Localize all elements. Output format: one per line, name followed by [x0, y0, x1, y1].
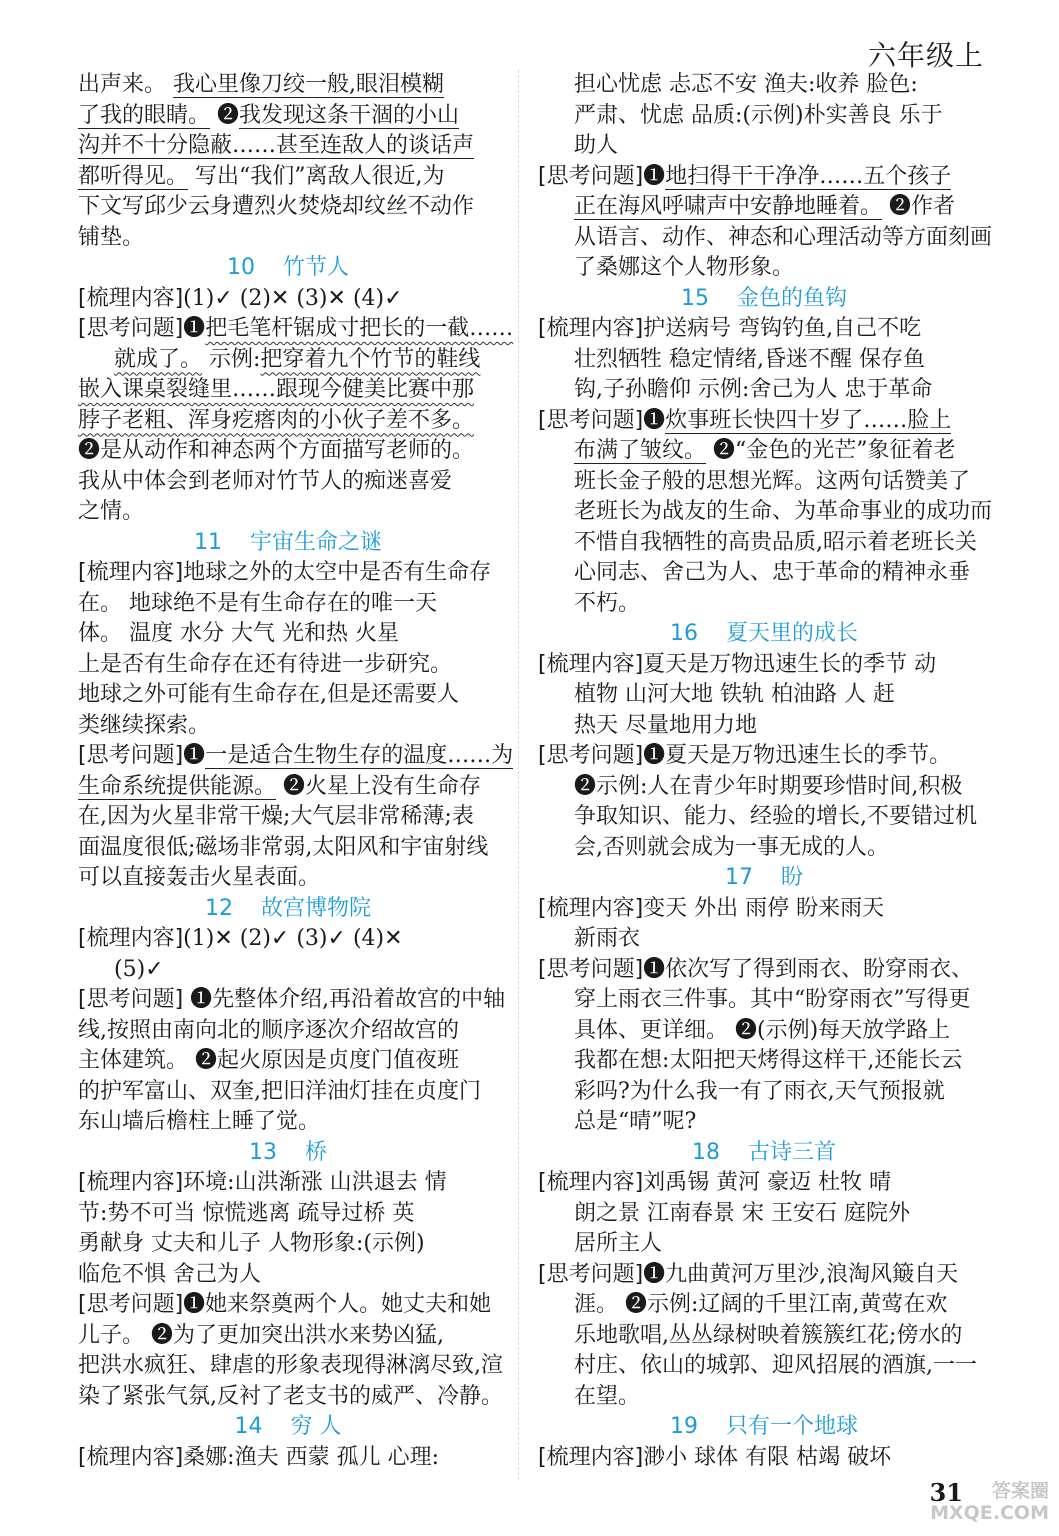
section-label: [梳理内容]	[78, 285, 184, 311]
text-segment: 在望。	[574, 1383, 641, 1409]
underlined-text: 生命系统提供能源。	[78, 773, 277, 799]
text-line	[538, 955, 990, 986]
text-line	[78, 1199, 498, 1230]
text-segment: 争取知识、能力、经验的增长,不要错过机	[574, 804, 977, 829]
text-line	[78, 1290, 498, 1321]
text-line	[78, 741, 514, 772]
underlined-text: 沟并不十分隐蔽……甚至连敌人的谈话声	[78, 133, 475, 158]
section-label: [梳理内容]	[538, 895, 644, 921]
section-title	[78, 253, 498, 284]
text-segment: 出声来。	[78, 72, 173, 97]
text-segment: 勇献身 丈夫和儿子 人物形象:(示例)	[78, 1231, 425, 1256]
text-line	[78, 467, 498, 498]
text-segment: 的护军富山、双奎,把旧洋油灯挂在贞度门	[78, 1078, 481, 1104]
section-number: 18	[691, 1139, 720, 1165]
text-segment: ❷	[210, 102, 240, 128]
section-title	[78, 1138, 498, 1169]
wavy-underlined-text: 脖子老粗、浑身疙瘩肉的小伙子差不多。	[78, 407, 475, 433]
section-label: [思考问题]	[538, 1261, 644, 1287]
wavy-underlined-text: 把毛笔杆锯成寸把长的一截……	[205, 316, 514, 341]
text-line	[538, 1382, 990, 1413]
text-line	[538, 162, 990, 193]
text-segment: 热天 尽量地用力地	[574, 712, 757, 738]
text-segment: 上是否有生命存在还有待进一步研究。	[78, 651, 453, 677]
section-title	[538, 284, 990, 315]
watermark-logo	[914, 1480, 1049, 1530]
section-label: [思考问题]	[78, 987, 184, 1012]
text-segment: 我从中体会到老师对竹节人的痴迷喜爱	[78, 468, 453, 494]
text-line	[538, 1199, 990, 1230]
text-segment: 刘禹锡 黄河 豪迈 杜牧 晴	[643, 1170, 892, 1195]
text-line	[78, 985, 506, 1016]
section-name: 金色的鱼钩	[736, 285, 847, 311]
text-segment: 新雨衣	[574, 926, 641, 951]
underlined-text: 布满了皱纹。	[574, 438, 707, 463]
section-label: [梳理内容]	[78, 926, 184, 951]
text-segment: ❶	[183, 743, 206, 768]
text-segment: 写出“我们”离敌人很近,为	[188, 163, 445, 189]
text-line	[538, 680, 990, 711]
text-segment: 体。 温度 水分 大气 光和热 火星	[78, 621, 399, 646]
text-line	[538, 741, 990, 772]
watermark-line1: 答案圈	[991, 1480, 1049, 1502]
text-segment: 居所主人	[574, 1231, 663, 1256]
text-segment: 助人	[574, 133, 619, 158]
text-line	[78, 406, 498, 437]
section-number: 13	[248, 1139, 277, 1165]
text-segment: 染了紧张气氛,反衬了老支书的威严、冷静。	[78, 1383, 503, 1409]
text-segment: 壮烈牺牲 稳定情绪,昏迷不醒 保存鱼	[574, 346, 925, 372]
text-segment: 之情。	[78, 499, 145, 524]
text-segment: 示例:	[202, 346, 261, 372]
text-segment: 具体、更详细。 ❷(示例)每天放学路上	[574, 1017, 951, 1043]
left-column	[78, 70, 514, 1473]
text-line	[78, 1260, 498, 1291]
text-line	[78, 1443, 498, 1474]
underlined-text: 炊事班长快四十岁了……脸上	[665, 407, 952, 433]
text-line	[538, 1443, 990, 1474]
text-line	[538, 436, 990, 467]
text-segment: 临危不惧 舍己为人	[78, 1261, 261, 1287]
text-segment: 地球之外的太空中是否有生命存	[183, 560, 492, 585]
text-line	[78, 1168, 498, 1199]
text-segment: ❶她来祭奠两个人。她丈夫和她	[183, 1292, 492, 1317]
text-segment: 主体建筑。 ❷起火原因是贞度门值夜班	[78, 1048, 459, 1073]
section-name: 夏天里的成长	[725, 621, 858, 646]
text-segment: 节:势不可当 惊慌逃离 疏导过桥 英	[78, 1200, 415, 1226]
section-label: [梳理内容]	[538, 1170, 644, 1195]
text-line	[78, 345, 498, 376]
text-line	[78, 711, 498, 742]
text-segment: (1)✓ (2)✕ (3)✕ (4)✓	[183, 285, 403, 311]
text-line	[78, 772, 498, 803]
text-line	[538, 314, 990, 345]
text-line	[78, 314, 514, 345]
text-line	[538, 772, 990, 803]
text-segment: 夏天是万物迅速生长的季节 动	[643, 651, 937, 677]
text-line	[78, 558, 498, 589]
text-segment: 在,因为火星非常干燥;大气层非常稀薄;表	[78, 804, 474, 829]
text-segment: 朗之景 江南春景 宋 王安石 庭院外	[574, 1200, 910, 1226]
text-segment: 变天 外出 雨停 盼来雨天	[643, 895, 885, 921]
section-number: 15	[680, 285, 709, 311]
text-line	[78, 802, 498, 833]
underlined-text: 我心里像刀绞一般,眼泪模糊	[173, 72, 444, 97]
underlined-text: 了我的眼睛。	[78, 102, 211, 128]
section-title	[538, 863, 990, 894]
text-segment: 不惜自我牺牲的高贵品质,昭示着老班长关	[574, 529, 977, 555]
text-line	[538, 375, 990, 406]
section-number: 11	[193, 529, 222, 555]
text-segment: ❶	[643, 407, 666, 433]
section-number: 17	[724, 865, 753, 890]
text-segment: 桑娜:渔夫 西蒙 孤儿 心理:	[183, 1444, 439, 1470]
text-line	[78, 863, 498, 894]
text-line	[538, 345, 990, 376]
underlined-text: 正在海风呼啸声中安静地睡着。	[574, 194, 883, 219]
text-line	[538, 894, 990, 925]
section-label: [思考问题]	[78, 743, 184, 768]
text-segment: 心同志、舍己为人、忠于革命的精神永垂	[574, 560, 971, 585]
text-line	[78, 131, 498, 162]
section-label: [思考问题]	[78, 1292, 184, 1317]
section-name: 只有一个地球	[725, 1414, 858, 1439]
text-segment: ❶	[643, 163, 666, 189]
text-segment: 担心忧虑 忐忑不安 渔夫:收养 脸色:	[574, 72, 918, 97]
text-segment: 在。 地球绝不是有生命存在的唯一天	[78, 590, 437, 616]
section-title	[78, 528, 498, 559]
text-segment: ❷“金色的光芒”象征着老	[706, 438, 956, 463]
text-segment: ❶夏天是万物迅速生长的季节。	[643, 743, 952, 768]
text-line	[538, 70, 990, 101]
section-label: [梳理内容]	[78, 1170, 184, 1195]
underlined-text: 都听得见。	[78, 163, 189, 189]
text-segment: 总是“晴”呢?	[574, 1109, 697, 1134]
text-segment: 铺垫。	[78, 224, 145, 250]
section-number: 10	[226, 255, 255, 280]
section-number: 14	[234, 1414, 263, 1439]
text-line	[538, 1016, 990, 1047]
text-segment: 植物 山河大地 铁轨 柏油路 人 赶	[574, 682, 895, 707]
text-segment: ❷示例:人在青少年时期要珍惜时间,积极	[574, 773, 963, 799]
section-number: 12	[204, 895, 233, 921]
page-number: 31	[929, 1478, 963, 1507]
section-label: [思考问题]	[538, 743, 644, 768]
section-label: [梳理内容]	[78, 560, 184, 585]
text-segment: 村庄、依山的城郭、迎风招展的酒旗,一一	[574, 1353, 977, 1378]
text-line	[538, 1321, 990, 1352]
text-line	[78, 223, 498, 254]
text-line	[538, 1351, 990, 1382]
wavy-underlined-text: 嵌入课桌裂缝里……跟现今健美比赛中那	[78, 377, 475, 402]
section-label: [梳理内容]	[78, 1444, 184, 1470]
section-title	[538, 1412, 990, 1443]
section-label: [思考问题]	[538, 407, 644, 433]
wavy-underlined-text: 就成了。	[114, 346, 203, 372]
text-segment: 把洪水疯狂、肆虐的形象表现得淋漓尽致,渲	[78, 1353, 503, 1378]
section-label: [思考问题]	[78, 316, 184, 341]
text-segment: ❷火星上没有生命存	[276, 773, 482, 799]
text-line	[538, 192, 990, 223]
text-line	[78, 436, 498, 467]
text-segment: (5)✓	[114, 956, 164, 982]
section-label: [思考问题]	[538, 956, 644, 982]
text-segment: ❷是从动作和神态两个方面描写老师的。	[78, 438, 475, 463]
section-title	[78, 894, 498, 925]
underlined-text: 地扫得干干净净……五个孩子	[665, 163, 952, 189]
text-line	[78, 833, 498, 864]
text-line	[538, 497, 993, 528]
grade-header: 六年级上	[867, 39, 984, 72]
text-segment: 护送病号 弯钩钓鱼,自己不吃	[643, 316, 922, 341]
text-segment: 钩,子孙瞻仰 示例:舍己为人 忠于革命	[574, 377, 933, 402]
text-line	[538, 1107, 990, 1138]
text-line	[538, 1046, 990, 1077]
text-line	[78, 1321, 498, 1352]
section-name: 桥	[304, 1139, 327, 1165]
text-line	[538, 924, 990, 955]
text-line	[78, 955, 498, 986]
section-label: [梳理内容]	[538, 1444, 644, 1470]
text-segment: 不朽。	[574, 590, 641, 616]
wavy-underlined-text: 把穿着九个竹节的鞋线	[260, 346, 481, 372]
text-segment: ❶依次写了得到雨衣、盼穿雨衣、	[643, 956, 974, 982]
text-line	[78, 284, 498, 315]
section-name: 故宫博物院	[260, 895, 371, 921]
text-segment: 类继续探索。	[78, 712, 211, 738]
text-line	[78, 192, 498, 223]
text-line	[538, 406, 990, 437]
text-segment: 严肃、忧虑 品质:(示例)朴实善良 乐于	[574, 102, 943, 128]
text-segment: 从语言、动作、神态和心理活动等方面刻画	[574, 224, 993, 250]
text-line	[78, 589, 498, 620]
text-segment: ❶九曲黄河万里沙,浪淘风簸自天	[643, 1261, 959, 1287]
text-line	[78, 497, 498, 528]
text-line	[538, 650, 990, 681]
text-line	[78, 619, 498, 650]
text-line	[78, 1107, 498, 1138]
text-segment: 线,按照由南向北的顺序逐次介绍故宫的	[78, 1017, 459, 1043]
text-line	[538, 467, 990, 498]
text-segment: 彩吗?为什么我一有了雨衣,天气预报就	[574, 1078, 945, 1104]
text-line	[538, 985, 990, 1016]
text-segment: 会,否则就会成为一事无成的人。	[574, 834, 889, 860]
underlined-text: 我发现这条干涸的小山	[239, 102, 460, 128]
text-segment: 下文写邱少云身遭烈火焚烧却纹丝不动作	[78, 194, 475, 219]
text-line	[78, 924, 498, 955]
text-segment: 老班长为战友的生命、为革命事业的成功而	[574, 499, 993, 524]
text-line	[78, 1046, 498, 1077]
text-segment: ❷作者	[882, 194, 956, 219]
text-segment: (1)✕ (2)✓ (3)✓ (4)✕	[183, 926, 403, 951]
text-line	[538, 131, 990, 162]
section-label: [梳理内容]	[538, 316, 644, 341]
text-line	[78, 70, 498, 101]
text-line	[538, 1168, 990, 1199]
section-title	[78, 1412, 498, 1443]
text-segment: ❶先整体介绍,再沿着故宫的中轴	[183, 987, 506, 1012]
text-segment: 涯。 ❷示例:辽阔的千里江南,黄莺在欢	[574, 1292, 948, 1317]
text-line	[78, 1382, 503, 1413]
section-number: 16	[669, 621, 698, 646]
section-title	[538, 1138, 990, 1169]
section-label: [梳理内容]	[538, 651, 644, 677]
text-line	[538, 711, 990, 742]
text-line	[538, 1290, 990, 1321]
section-number: 19	[669, 1414, 698, 1439]
text-segment: 了桑娜这个人物形象。	[574, 255, 795, 280]
text-line	[78, 650, 498, 681]
text-line	[538, 223, 993, 254]
text-line	[78, 1016, 498, 1047]
text-segment: 儿子。 ❷为了更加突出洪水来势凶猛,	[78, 1322, 444, 1348]
text-line	[538, 1077, 990, 1108]
text-segment: 东山墙后檐柱上睡了觉。	[78, 1109, 321, 1134]
underlined-text: 一是适合生物生存的温度……为	[205, 743, 514, 768]
text-line	[538, 589, 990, 620]
text-segment: 面温度很低;磁场非常弱,太阳风和宇宙射线	[78, 834, 489, 860]
text-segment: 我都在想:太阳把天烤得这样干,还能长云	[574, 1048, 963, 1073]
section-label: [思考问题]	[538, 163, 644, 189]
column-divider	[518, 70, 519, 1480]
section-name: 古诗三首	[747, 1139, 836, 1165]
text-line	[538, 253, 990, 284]
text-line	[78, 680, 498, 711]
text-segment: 地球之外可能有生命存在,但是还需要人	[78, 682, 459, 707]
text-line	[78, 1229, 498, 1260]
text-line	[78, 375, 498, 406]
right-column	[538, 70, 993, 1473]
watermark-line2: MXQE.COM	[930, 1502, 1049, 1524]
text-line	[78, 1077, 498, 1108]
text-segment: 穿上雨衣三件事。其中“盼穿雨衣”写得更	[574, 987, 971, 1012]
text-line	[538, 833, 990, 864]
text-line	[538, 101, 990, 132]
section-title	[538, 619, 990, 650]
text-line	[538, 528, 990, 559]
text-segment: 乐地歌唱,丛丛绿树映着簇簇红花;傍水的	[574, 1322, 963, 1348]
section-name: 穷 人	[290, 1414, 342, 1439]
text-line	[538, 558, 990, 589]
text-line	[78, 162, 498, 193]
text-segment: 环境:山洪渐涨 山洪退去 情	[183, 1170, 447, 1195]
text-line	[78, 101, 498, 132]
section-name: 竹节人	[282, 255, 349, 280]
section-name: 宇宙生命之谜	[249, 529, 382, 555]
text-line	[538, 1260, 990, 1291]
text-segment: ❶	[183, 316, 206, 341]
text-line	[78, 1351, 503, 1382]
text-line	[538, 802, 990, 833]
text-segment: 班长金子般的思想光辉。这两句话赞美了	[574, 468, 971, 494]
text-segment: 渺小 球体 有限 枯竭 破坏	[643, 1444, 892, 1470]
section-name: 盼	[780, 865, 803, 890]
text-segment: 可以直接轰击火星表面。	[78, 865, 321, 890]
text-line	[538, 1229, 990, 1260]
